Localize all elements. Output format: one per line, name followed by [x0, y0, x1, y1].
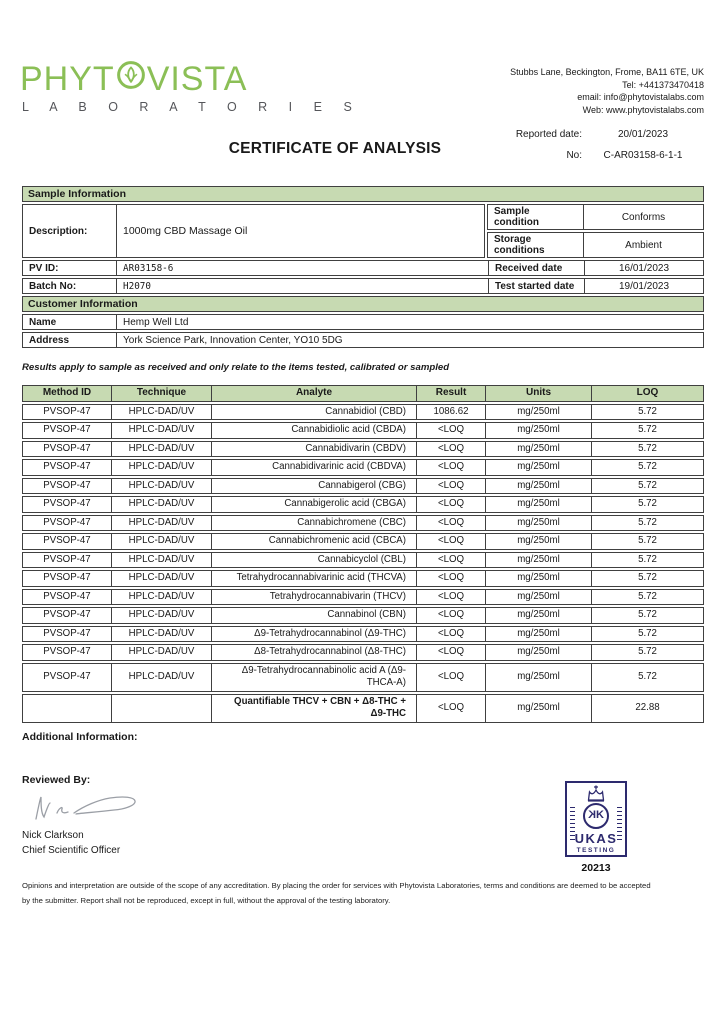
- lab-tel: Tel: +441373470418: [622, 79, 704, 90]
- result-row: [22, 626, 704, 643]
- result-value: <LOQ: [416, 479, 485, 494]
- sample-condition-row: [487, 204, 704, 230]
- bottom-section: [22, 730, 704, 874]
- result-method-id: PVSOP-47: [43, 535, 91, 546]
- footer-line-1: Opinions and interpretation are outside of the scope of any accreditation. By placing the order for services with Phytovista Laboratories, terms and conditions are deemed to be accepted: [22, 880, 651, 890]
- lab-address: Stubbs Lane, Beckington, Frome, BA11 6TE, UK: [510, 67, 704, 77]
- result-value: <LOQ: [416, 590, 485, 605]
- batch-no-value: H2070: [116, 279, 488, 293]
- result-technique: HPLC-DAD/UV: [111, 664, 211, 691]
- page-header: [0, 0, 726, 116]
- result-units: mg/250ml: [485, 516, 591, 531]
- crown-icon: [584, 785, 608, 802]
- ukas-ruler-right-icon: [617, 807, 622, 841]
- result-method-id: PVSOP-47: [43, 590, 91, 602]
- sample-condition-label: Sample condition: [494, 206, 539, 228]
- result-technique: HPLC-DAD/UV: [111, 497, 211, 512]
- result-technique: HPLC-DAD/UV: [111, 590, 211, 605]
- result-value: <LOQ: [416, 608, 485, 623]
- test-started-label: Test started date: [488, 279, 584, 293]
- result-method-id: PVSOP-47: [43, 442, 91, 454]
- condition-stack: [487, 204, 704, 258]
- result-method-id: PVSOP-47: [43, 627, 91, 639]
- result-units: mg/250ml: [485, 664, 591, 691]
- result-loq: 5.72: [591, 664, 703, 691]
- result-units: mg/250ml: [485, 645, 591, 660]
- description-label: Description:: [29, 225, 88, 237]
- result-value: <LOQ: [416, 664, 485, 691]
- batch-no-row: [22, 278, 704, 294]
- ukas-mark-icon: K K: [583, 803, 609, 829]
- total-units: mg/250ml: [485, 695, 591, 722]
- result-technique: HPLC-DAD/UV: [111, 423, 211, 438]
- result-method-id: PVSOP-47: [43, 572, 91, 583]
- reviewer-title: Chief Scientific Officer: [22, 844, 121, 856]
- leaf-o-icon: [116, 60, 146, 97]
- result-loq: 5.72: [591, 627, 703, 642]
- batch-no-label: Batch No:: [29, 280, 77, 292]
- customer-address-label: Address: [29, 334, 70, 346]
- result-loq: 5.72: [591, 571, 703, 586]
- result-technique: HPLC-DAD/UV: [111, 442, 211, 457]
- result-loq: 5.72: [591, 460, 703, 475]
- col-header-method-id: Method ID: [42, 387, 92, 398]
- footer-line-2: by the submitter. Report shall not be reproduced, except in full, without the approval of the testing laboratory.: [22, 895, 391, 905]
- result-row: [22, 552, 704, 569]
- reported-date-row: [454, 124, 704, 145]
- reported-date-label: Reported date:: [515, 129, 582, 140]
- result-analyte: Cannabicyclol (CBL): [211, 553, 416, 568]
- ukas-ruler-left-icon: [570, 807, 575, 841]
- total-technique: [111, 695, 211, 722]
- result-method-id: PVSOP-47: [43, 424, 91, 435]
- ukas-name: UKAS: [574, 830, 618, 846]
- result-row: [22, 515, 704, 532]
- customer-address-row: [22, 332, 704, 348]
- result-loq: 5.72: [591, 479, 703, 494]
- ukas-type: TESTING: [576, 846, 616, 854]
- sample-condition-value: Conforms: [583, 205, 703, 229]
- storage-conditions-row: [487, 232, 704, 258]
- col-header-technique: Technique: [111, 386, 211, 401]
- received-date-label: Received date: [488, 261, 584, 275]
- result-units: mg/250ml: [485, 590, 591, 605]
- result-loq: 5.72: [591, 405, 703, 420]
- result-method-id: PVSOP-47: [43, 646, 91, 657]
- result-units: mg/250ml: [485, 497, 591, 512]
- report-number-row: [454, 145, 704, 166]
- result-value: 1086.62: [416, 405, 485, 420]
- result-analyte: Cannabidiolic acid (CBDA): [211, 423, 416, 438]
- pv-id-row: [22, 260, 704, 276]
- report-meta: [454, 124, 704, 166]
- result-loq: 5.72: [591, 516, 703, 531]
- result-value: <LOQ: [416, 553, 485, 568]
- result-loq: 5.72: [591, 423, 703, 438]
- description-row: [22, 204, 704, 258]
- result-row: [22, 663, 704, 692]
- logo-subtitle: L A B O R A T O R I E S: [22, 100, 361, 114]
- result-technique: HPLC-DAD/UV: [111, 571, 211, 586]
- customer-name-value: Hemp Well Ltd: [116, 315, 703, 329]
- reviewer-name: Nick Clarkson: [22, 829, 84, 841]
- customer-information-table: [22, 296, 704, 348]
- result-loq: 5.72: [591, 442, 703, 457]
- result-value: <LOQ: [416, 645, 485, 660]
- pv-id-label: PV ID:: [29, 262, 59, 274]
- logo-text-pre: PHYT: [20, 59, 115, 98]
- col-header-analyte: Analyte: [211, 386, 416, 401]
- result-technique: HPLC-DAD/UV: [111, 516, 211, 531]
- result-analyte: Cannabigerol (CBG): [211, 479, 416, 494]
- result-value: <LOQ: [416, 460, 485, 475]
- result-analyte: Cannabidiol (CBD): [211, 405, 416, 420]
- storage-conditions-label: Storage conditions: [494, 234, 545, 256]
- ukas-accreditation: [565, 781, 627, 874]
- footer-disclaimer: [22, 878, 704, 908]
- result-method-id: PVSOP-47: [43, 609, 91, 620]
- result-row: [22, 496, 704, 513]
- result-analyte: Δ9-Tetrahydrocannabinolic acid A (Δ9-THCA-A): [211, 664, 416, 691]
- description-value: 1000mg CBD Massage Oil: [116, 205, 484, 257]
- result-technique: HPLC-DAD/UV: [111, 479, 211, 494]
- result-analyte: Δ8-Tetrahydrocannabinol (Δ8-THC): [211, 645, 416, 660]
- result-units: mg/250ml: [485, 405, 591, 420]
- col-header-units: Units: [485, 386, 591, 401]
- result-units: mg/250ml: [485, 423, 591, 438]
- customer-address-value: York Science Park, Innovation Center, YO10 5DG: [116, 333, 703, 347]
- result-value: <LOQ: [416, 571, 485, 586]
- result-value: <LOQ: [416, 534, 485, 549]
- storage-conditions-value: Ambient: [583, 233, 703, 257]
- document-title: CERTIFICATE OF ANALYSIS: [228, 140, 442, 157]
- result-row: [22, 422, 704, 439]
- sample-information-table: [22, 186, 704, 294]
- result-technique: HPLC-DAD/UV: [111, 534, 211, 549]
- report-number-label: No:: [566, 150, 582, 161]
- result-method-id: PVSOP-47: [43, 461, 91, 472]
- result-technique: HPLC-DAD/UV: [111, 405, 211, 420]
- result-loq: 5.72: [591, 534, 703, 549]
- results-header-row: [22, 385, 704, 402]
- result-technique: HPLC-DAD/UV: [111, 645, 211, 660]
- result-analyte: Cannabichromenic acid (CBCA): [211, 534, 416, 549]
- total-analyte: Quantifiable THCV + CBN + Δ8-THC + Δ9-THC: [211, 695, 416, 722]
- test-started-value: 19/01/2023: [584, 279, 703, 293]
- results-total-row: [22, 694, 704, 723]
- result-loq: 5.72: [591, 497, 703, 512]
- result-analyte: Cannabidivarin (CBDV): [211, 442, 416, 457]
- result-method-id: PVSOP-47: [43, 516, 91, 528]
- additional-info-heading: Additional Information:: [22, 730, 138, 743]
- result-loq: 5.72: [591, 553, 703, 568]
- customer-name-label: Name: [29, 316, 57, 328]
- result-analyte: Δ9-Tetrahydrocannabinol (Δ9-THC): [211, 627, 416, 642]
- ukas-logo: [565, 781, 627, 857]
- result-analyte: Cannabinol (CBN): [211, 608, 416, 623]
- customer-name-row: [22, 314, 704, 330]
- result-value: <LOQ: [416, 442, 485, 457]
- total-result: <LOQ: [416, 695, 485, 722]
- result-value: <LOQ: [416, 627, 485, 642]
- result-units: mg/250ml: [485, 571, 591, 586]
- customer-info-header: Customer Information: [22, 296, 704, 312]
- result-units: mg/250ml: [485, 534, 591, 549]
- result-row: [22, 644, 704, 661]
- result-analyte: Tetrahydrocannabivarinic acid (THCVA): [211, 571, 416, 586]
- sample-info-header: Sample Information: [22, 186, 704, 202]
- description-cells: [22, 204, 485, 258]
- result-analyte: Cannabigerolic acid (CBGA): [211, 497, 416, 512]
- result-loq: 5.72: [591, 590, 703, 605]
- lab-email: email: info@phytovistalabs.com: [577, 92, 704, 102]
- result-technique: HPLC-DAD/UV: [111, 460, 211, 475]
- result-row: [22, 589, 704, 606]
- lab-contact-block: [510, 60, 704, 116]
- result-row: [22, 607, 704, 624]
- ukas-accreditation-number: 20213: [581, 861, 611, 874]
- result-value: <LOQ: [416, 497, 485, 512]
- result-analyte: Cannabichromene (CBC): [211, 516, 416, 531]
- logo-text-post: VISTA: [146, 59, 248, 98]
- pv-id-value: AR03158-6: [116, 261, 488, 275]
- reviewed-by-heading: Reviewed By:: [22, 773, 91, 786]
- result-method-id: PVSOP-47: [43, 479, 91, 491]
- lab-web: Web: www.phytovistalabs.com: [582, 104, 704, 115]
- result-analyte: Tetrahydrocannabivarin (THCV): [211, 590, 416, 605]
- result-row: [22, 533, 704, 550]
- result-value: <LOQ: [416, 423, 485, 438]
- results-disclaimer-note: Results apply to sample as received and only relate to the items tested, calibrated or sampled: [22, 362, 450, 373]
- result-technique: HPLC-DAD/UV: [111, 627, 211, 642]
- result-units: mg/250ml: [485, 442, 591, 457]
- result-technique: HPLC-DAD/UV: [111, 553, 211, 568]
- result-units: mg/250ml: [485, 627, 591, 642]
- result-units: mg/250ml: [485, 479, 591, 494]
- result-row: [22, 404, 704, 421]
- result-units: mg/250ml: [485, 608, 591, 623]
- result-row: [22, 478, 704, 495]
- received-date-value: 16/01/2023: [584, 261, 703, 275]
- brand-logo: [20, 60, 361, 114]
- col-header-loq: LOQ: [591, 386, 703, 401]
- result-loq: 5.72: [591, 645, 703, 660]
- report-number-value: C-AR03158-6-1-1: [603, 150, 683, 161]
- result-method-id: PVSOP-47: [43, 498, 91, 509]
- result-technique: HPLC-DAD/UV: [111, 608, 211, 623]
- results-rows: [22, 404, 704, 692]
- result-row: [22, 570, 704, 587]
- result-method-id: PVSOP-47: [43, 553, 91, 565]
- result-value: <LOQ: [416, 516, 485, 531]
- total-method-id: [23, 695, 111, 722]
- total-loq: 22.88: [591, 695, 703, 722]
- result-row: [22, 441, 704, 458]
- result-loq: 5.72: [591, 608, 703, 623]
- brand-logo-wordmark: [20, 60, 361, 97]
- results-table: [22, 385, 704, 723]
- reviewer-signature: [28, 788, 178, 828]
- result-method-id: PVSOP-47: [43, 670, 91, 682]
- title-area: [22, 122, 704, 180]
- result-method-id: PVSOP-47: [43, 405, 91, 417]
- result-row: [22, 459, 704, 476]
- result-units: mg/250ml: [485, 460, 591, 475]
- col-header-result: Result: [416, 386, 485, 401]
- result-units: mg/250ml: [485, 553, 591, 568]
- reported-date-value: 20/01/2023: [617, 129, 669, 140]
- result-analyte: Cannabidivarinic acid (CBDVA): [211, 460, 416, 475]
